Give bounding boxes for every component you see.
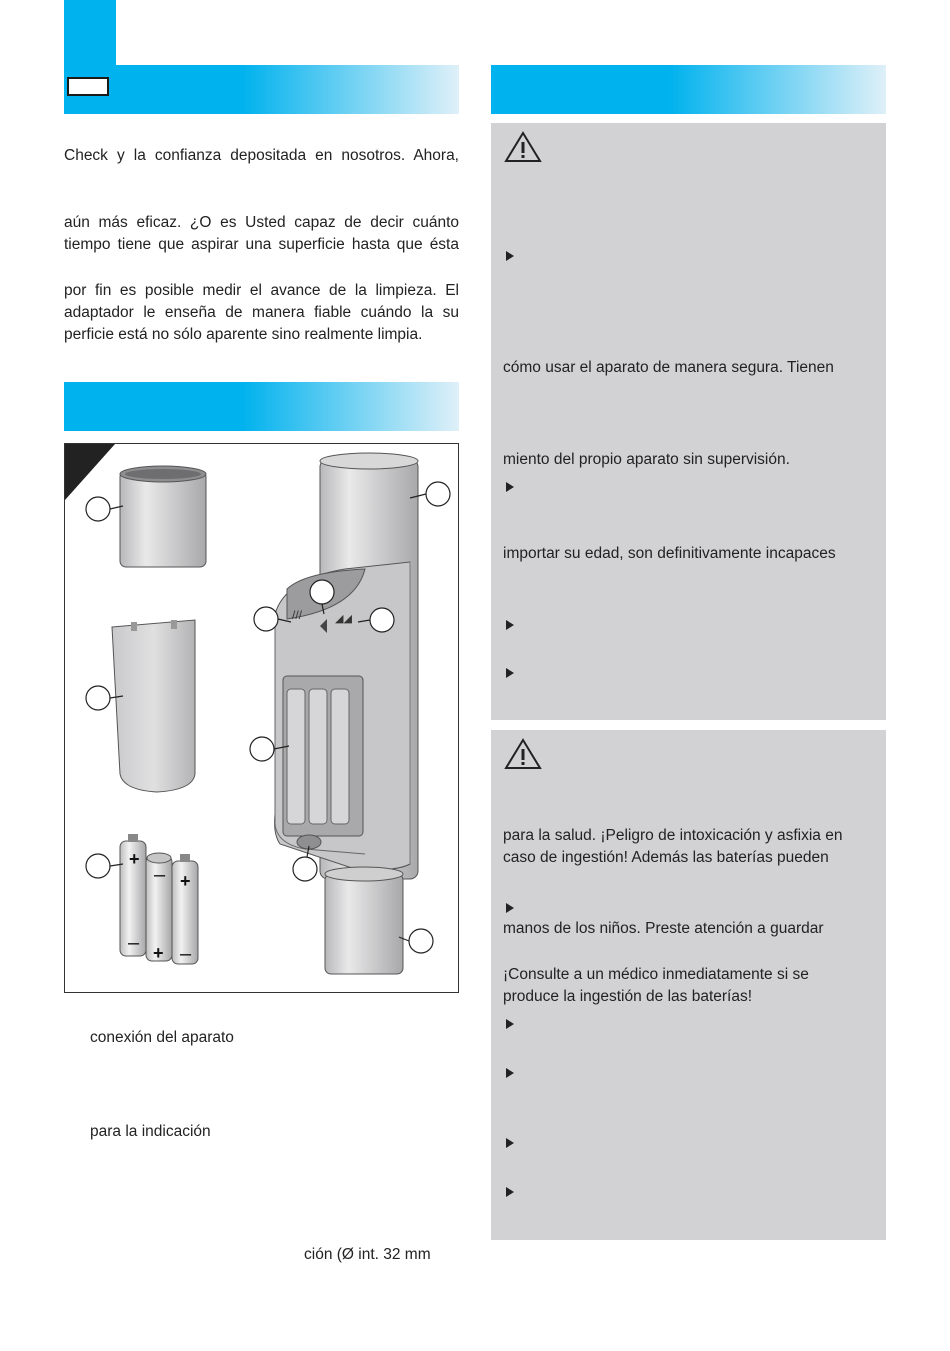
svg-text:◢◢: ◢◢ — [335, 613, 352, 625]
panel-line: importar su edad, son definitivamente incapaces — [503, 545, 836, 562]
callout-circle — [254, 607, 278, 631]
panel-line: para la salud. ¡Peligro de intoxicación y asfixia en — [503, 827, 843, 844]
callout-circle — [426, 482, 450, 506]
triangle-bullet-icon — [506, 1138, 514, 1148]
product-figure — [64, 443, 459, 993]
callout-circle — [250, 737, 274, 761]
callout-circle — [409, 929, 433, 953]
intro-line: Check y la confianza depositada en nosotros. Ahora, — [64, 147, 459, 164]
section-header-left — [64, 65, 459, 114]
section-header-right — [491, 65, 886, 114]
intro-line: tiempo tiene que aspirar una superficie hasta que ésta — [64, 236, 459, 253]
svg-text:–: – — [154, 864, 166, 886]
panel-line: manos de los niños. Preste atención a guardar — [503, 920, 824, 937]
panel-line: caso de ingestión! Además las baterías pueden — [503, 849, 829, 866]
triangle-bullet-icon — [506, 1068, 514, 1078]
warning-icon — [504, 738, 542, 770]
panel-line: ¡Consulte a un médico inmediatamente si se — [503, 966, 809, 983]
svg-text:+: + — [129, 849, 140, 869]
legend-line: ción (Ø int. 32 mm — [304, 1246, 431, 1263]
svg-text:///: /// — [292, 608, 303, 622]
intro-line: por fin es posible medir el avance de la limpieza. El — [64, 282, 459, 299]
svg-text:–: – — [180, 943, 192, 965]
section-tab — [64, 0, 116, 66]
panel-line: miento del propio aparato sin supervisión. — [503, 451, 790, 468]
product-illustration — [65, 444, 459, 993]
battery-cover — [112, 620, 195, 792]
language-box — [67, 77, 109, 96]
legend-line: conexión del aparato — [90, 1029, 234, 1046]
intro-line: aún más eficaz. ¿O es Usted capaz de decir cuánto — [64, 214, 459, 231]
triangle-bullet-icon — [506, 668, 514, 678]
svg-text:+: + — [180, 871, 191, 891]
cap-part — [120, 466, 206, 567]
warning-icon — [504, 131, 542, 163]
svg-text:+: + — [153, 943, 164, 963]
triangle-bullet-icon — [506, 620, 514, 630]
adapter-body — [275, 453, 418, 974]
triangle-bullet-icon — [506, 1019, 514, 1029]
callout-circle — [86, 497, 110, 521]
callout-circle — [86, 686, 110, 710]
svg-text:–: – — [128, 932, 140, 954]
callout-circle — [370, 608, 394, 632]
batteries — [120, 834, 198, 965]
triangle-bullet-icon — [506, 482, 514, 492]
safety-panel-1 — [491, 123, 886, 720]
corner-mark — [65, 444, 115, 500]
callout-circle — [293, 857, 317, 881]
callout-circle — [310, 580, 334, 604]
intro-line: adaptador le enseña de manera fiable cuándo la su — [64, 304, 459, 321]
triangle-bullet-icon — [506, 1187, 514, 1197]
panel-line: produce la ingestión de las baterías! — [503, 988, 753, 1005]
callout-circle — [86, 854, 110, 878]
section-header-figure — [64, 382, 459, 431]
intro-line: perficie está no sólo aparente sino realmente limpia. — [64, 326, 423, 343]
triangle-bullet-icon — [506, 903, 514, 913]
panel-line: cómo usar el aparato de manera segura. Tienen — [503, 359, 834, 376]
legend-line: para la indicación — [90, 1123, 211, 1140]
triangle-bullet-icon — [506, 251, 514, 261]
